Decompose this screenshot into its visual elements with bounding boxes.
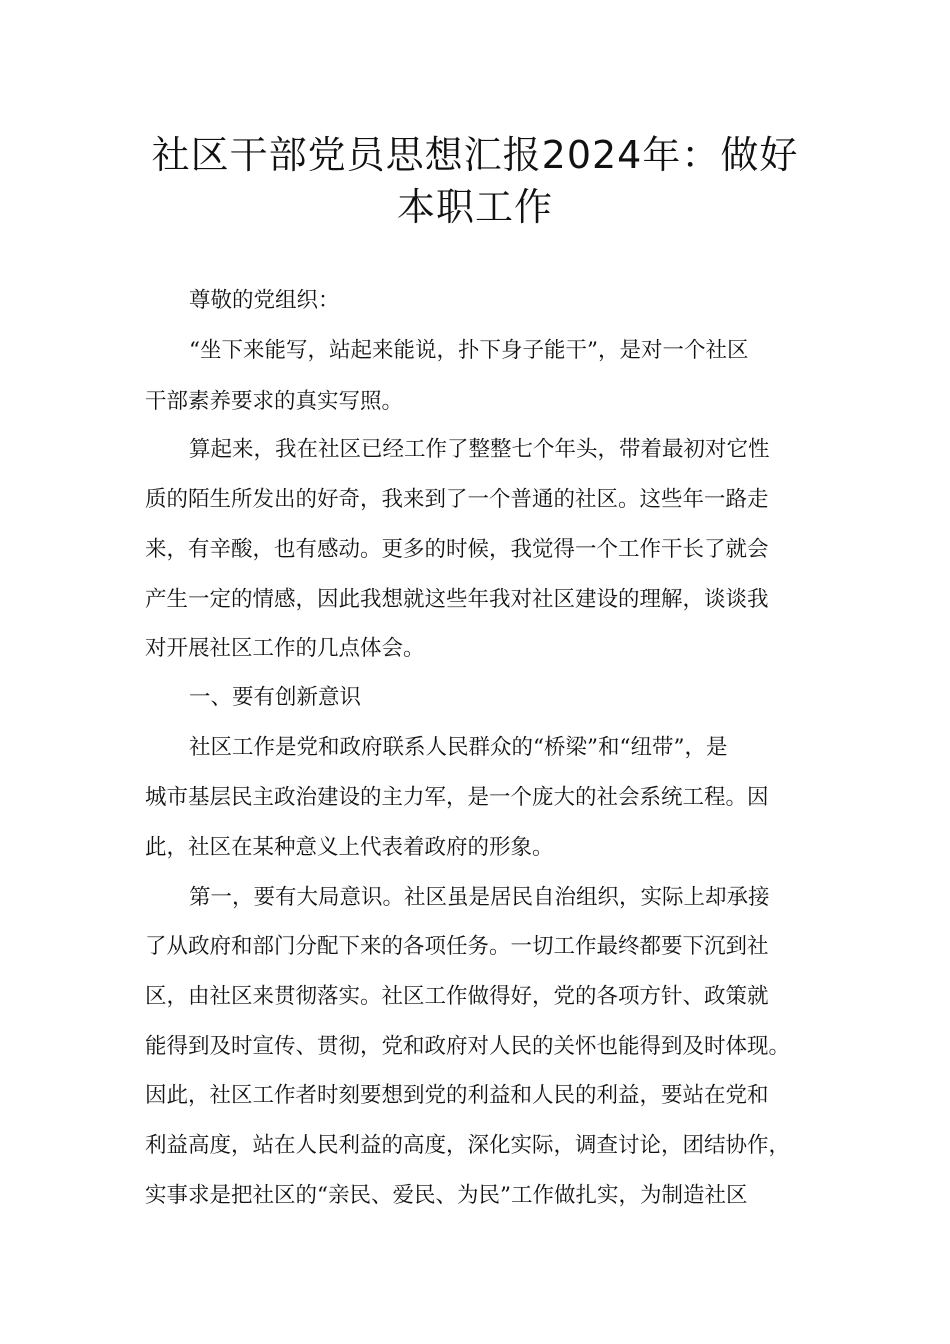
paragraph-4-line-3: 区，由社区来贯彻落实。社区工作做得好，党的各项方针、政策就: [145, 984, 769, 1009]
paragraph-3-line-1: 社区工作是党和政府联系人民群众的“桥梁”和“纽带”，是: [189, 735, 728, 760]
salutation: 尊敬的党组织：: [189, 288, 340, 313]
paragraph-3-line-2: 城市基层民主政治建设的主力军，是一个庞大的社会系统工程。因: [145, 785, 769, 810]
document-title-line-2: 本职工作: [396, 185, 553, 229]
paragraph-4-line-1: 第一，要有大局意识。社区虽是居民自治组织，实际上却承接: [189, 885, 770, 910]
paragraph-2-line-1: 算起来，我在社区已经工作了整整七个年头，带着最初对它性: [189, 437, 770, 462]
paragraph-2-line-4: 产生一定的情感，因此我想就这些年我对社区建设的理解，谈谈我: [145, 587, 769, 612]
paragraph-3-line-3: 此，社区在某种意义上代表着政府的形象。: [145, 835, 554, 860]
paragraph-4-line-7: 实事求是把社区的“亲民、爱民、为民”工作做扎实，为制造社区: [145, 1183, 748, 1208]
paragraph-4-line-5: 因此，社区工作者时刻要想到党的利益和人民的利益，要站在党和: [145, 1083, 769, 1108]
paragraph-2-line-2: 质的陌生所发出的好奇，我来到了一个普通的社区。这些年一路走: [145, 487, 769, 512]
paragraph-1-line-1: “坐下来能写，站起来能说，扑下身子能干”，是对一个社区: [189, 338, 749, 363]
paragraph-4-line-6: 利益高度，站在人民利益的高度，深化实际，调查讨论，团结协作，: [145, 1133, 791, 1158]
paragraph-1-line-2: 干部素养要求的真实写照。: [145, 389, 404, 414]
paragraph-2-line-5: 对开展社区工作的几点体会。: [145, 636, 425, 661]
paragraph-4-line-2: 了从政府和部门分配下来的各项任务。一切工作最终都要下沉到社: [145, 934, 769, 959]
section-heading-1: 一、要有创新意识: [189, 685, 362, 710]
paragraph-4-line-4: 能得到及时宣传、贯彻，党和政府对人民的关怀也能得到及时体现。: [145, 1034, 791, 1059]
paragraph-2-line-3: 来，有辛酸，也有感动。更多的时候，我觉得一个工作干长了就会: [145, 537, 769, 562]
document-title-line-1: 社区干部党员思想汇报2024年：做好: [151, 133, 799, 177]
